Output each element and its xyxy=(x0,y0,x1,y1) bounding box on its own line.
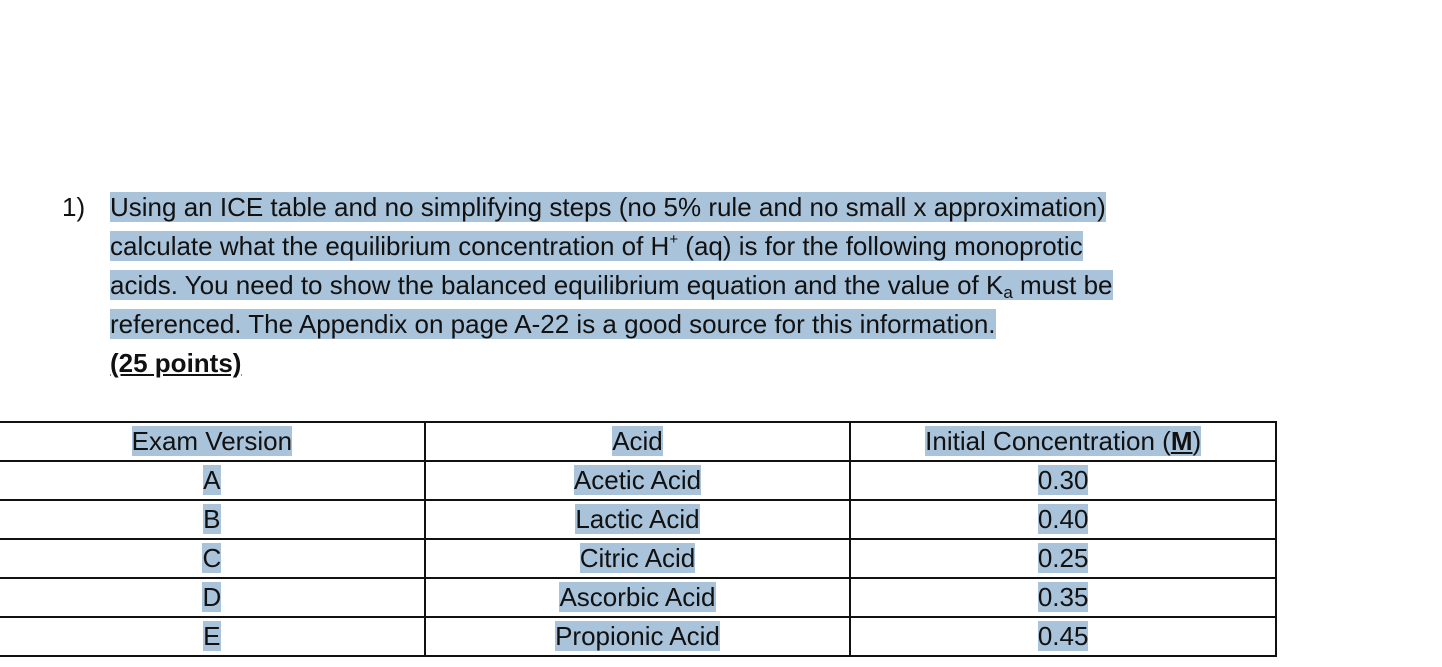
acid-table xyxy=(0,421,1277,657)
question-line-4 xyxy=(110,305,1340,344)
cell-acid: Lactic Acid xyxy=(425,500,851,539)
cell-concentration: 0.45 xyxy=(850,617,1276,656)
header-acid: Acid xyxy=(425,422,851,461)
cell-acid: Citric Acid xyxy=(425,539,851,578)
table-row xyxy=(0,617,1276,656)
header-initial-concentration: Initial Concentration (M) xyxy=(850,422,1276,461)
cell-concentration: 0.25 xyxy=(850,539,1276,578)
cell-version: A xyxy=(0,461,425,500)
table-row xyxy=(0,461,1276,500)
cell-concentration: 0.35 xyxy=(850,578,1276,617)
question-line-2-text-b: (aq) is for the following monoprotic xyxy=(678,231,1083,261)
cell-version: E xyxy=(0,617,425,656)
question-line-2-text-a: calculate what the equilibrium concentration of H xyxy=(110,231,670,261)
question-line-3 xyxy=(110,266,1340,305)
question-line-2 xyxy=(110,227,1340,266)
table-row xyxy=(0,539,1276,578)
question-line-1-text: Using an ICE table and no simplifying steps (no 5% rule and no small x approximation) xyxy=(110,192,1106,222)
question-number: 1) xyxy=(62,192,86,222)
cell-version: D xyxy=(0,578,425,617)
cell-concentration: 0.30 xyxy=(850,461,1276,500)
table-row xyxy=(0,578,1276,617)
cell-version: C xyxy=(0,539,425,578)
question-line-3-text-b: must be xyxy=(1012,270,1113,300)
table-header-row xyxy=(0,422,1276,461)
cell-acid: Acetic Acid xyxy=(425,461,851,500)
cell-acid: Propionic Acid xyxy=(425,617,851,656)
question-text xyxy=(110,188,1340,383)
cell-acid: Ascorbic Acid xyxy=(425,578,851,617)
cell-concentration: 0.40 xyxy=(850,500,1276,539)
cell-version: B xyxy=(0,500,425,539)
question-line-4-text: referenced. The Appendix on page A-22 is a good source for this information. xyxy=(110,309,996,339)
table-row xyxy=(0,500,1276,539)
points-label: (25 points) xyxy=(110,348,242,378)
question-line-3-text-a: acids. You need to show the balanced equilibrium equation and the value of K xyxy=(110,270,1004,300)
question-line-5 xyxy=(110,344,1340,383)
header-exam-version: Exam Version xyxy=(0,422,425,461)
molarity-unit: M xyxy=(1170,426,1193,456)
h-plus-superscript: + xyxy=(669,231,679,248)
ka-subscript: a xyxy=(1003,283,1013,302)
question-line-1 xyxy=(110,188,1340,227)
